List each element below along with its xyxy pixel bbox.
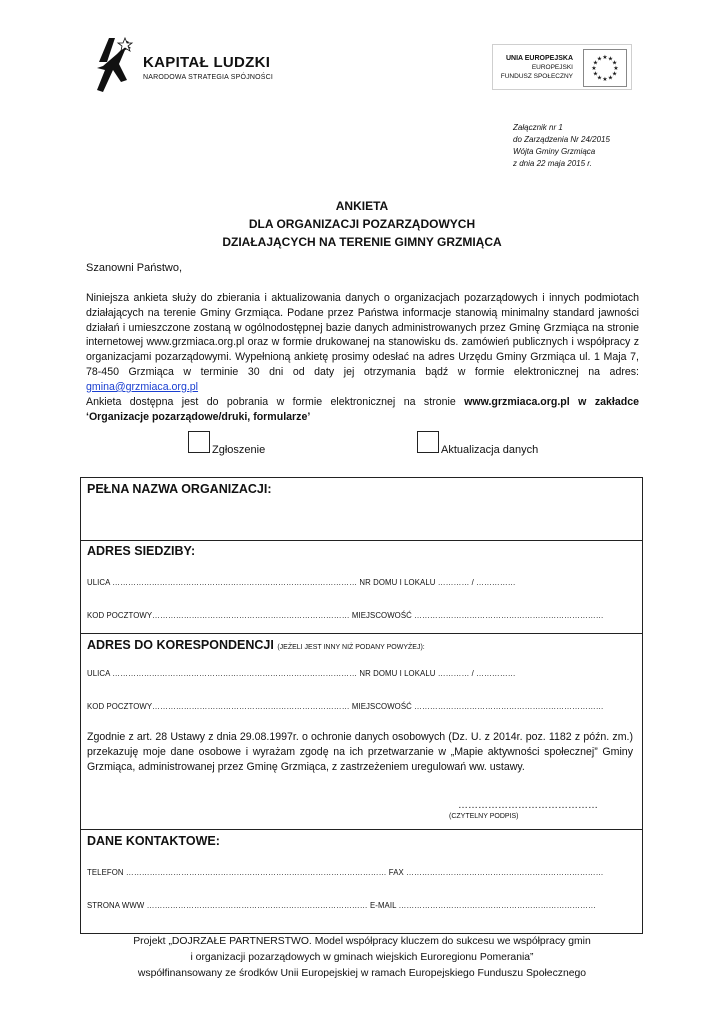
eu-star-icon: ★ <box>591 66 597 73</box>
correspondence-title-text: ADRES DO KORESPONDENCJI <box>87 638 274 652</box>
logo-title: KAPITAŁ LUDZKI <box>143 54 271 71</box>
availability-paragraph <box>86 395 639 425</box>
eu-line3: FUNDUSZ SPOŁECZNY <box>500 73 573 80</box>
eu-line2: EUROPEJSKI <box>531 64 573 71</box>
title-line: ANKIETA <box>335 199 389 213</box>
footer-line: Projekt „DOJRZAŁE PARTNERSTWO. Model współpracy kluczem do sukcesu we współpracy gmin <box>133 936 591 947</box>
www-email-field[interactable]: STRONA WWW ………………………………………………………………………… E-MAIL ………………………………………………………………… <box>87 901 596 910</box>
kapital-ludzki-logo <box>95 36 295 96</box>
logo-subtitle: NARODOWA STRATEGIA SPÓJNOŚCI <box>143 74 274 81</box>
full-name-title: PEŁNA NAZWA ORGANIZACJI: <box>87 482 272 496</box>
eu-star-icon: ★ <box>596 56 603 63</box>
eu-star-icon: ★ <box>592 71 599 78</box>
document-title <box>0 197 724 251</box>
annex-note <box>513 122 610 170</box>
eu-star-icon: ★ <box>611 71 618 78</box>
seat-street-field[interactable]: ULICA ………………………………………………………………………………… NR DOMU I LOKALU ………… / …………… <box>87 578 516 587</box>
intro-text: Niniejsza ankieta służy do zbierania i aktualizowania danych o organizacjach pozarządowych i innych podmiotach działających na terenie Gminy Grzmiąca. Podane przez Państwa informacje stanowią minimalny standard jawności działań i umieszczone zostaną w ogólnodostępnej bazie danych administrowanych przez Gminę Grzmiąca na stronie internetowej www.grzmiaca.org.pl oraz w formie drukowanej na stanowisku ds. zamówień publicznych i współpracy z organizacjami pozarządowymi. Wypełnioną ankietę prosimy odesłać na adres Urzędu Gminy Grzmiąca ul. 1 Maja 7, 78-450 Grzmiąca w terminie 30 dni od daty jej otrzymania bądź w formie elektronicznej na adres: <box>86 292 639 378</box>
eu-star-icon: ★ <box>602 77 608 84</box>
eu-flag-icon <box>583 49 627 87</box>
title-line: DLA ORGANIZACJI POZARZĄDOWYCH <box>248 217 476 231</box>
eu-star-icon: ★ <box>592 60 599 67</box>
submission-checkbox[interactable] <box>188 431 210 453</box>
annex-line: Załącznik nr 1 <box>513 123 563 132</box>
submission-label: Zgłoszenie <box>212 444 266 456</box>
corr-postcode-field[interactable]: KOD POCZTOWY………………………………………………………………… MIEJSCOWOŚĆ ……………………………………………………………… <box>87 702 604 711</box>
divider <box>81 540 642 541</box>
correspondence-title <box>87 638 425 652</box>
availability-text: Ankieta dostępna jest do pobrania w formie elektronicznej na stronie <box>86 396 465 408</box>
eu-star-icon: ★ <box>611 60 618 67</box>
signature-label: (CZYTELNY PODPIS) <box>449 813 519 820</box>
eu-line1: UNIA EUROPEJSKA <box>505 55 573 62</box>
phone-fax-field[interactable]: TELEFON ……………………………………………………………………………………… FAX ………………………………………………………………… <box>87 868 604 877</box>
kapital-ludzki-emblem-icon <box>95 36 135 96</box>
full-name-field[interactable] <box>87 502 635 538</box>
eu-star-icon: ★ <box>596 75 603 82</box>
divider <box>81 633 642 634</box>
correspondence-note: (JEŻELI JEST INNY NIŻ PODANY POWYŻEJ): <box>277 644 425 651</box>
signature-field[interactable]: …………………………………… <box>458 800 598 811</box>
annex-line: z dnia 22 maja 2015 r. <box>513 159 592 168</box>
title-line: DZIAŁAJĄCYCH NA TERENIE GIMNY GRZMIĄCA <box>222 235 502 249</box>
annex-line: do Zarządzenia Nr 24/2015 <box>513 135 610 144</box>
greeting: Szanowni Państwo, <box>86 262 182 274</box>
annex-line: Wójta Gminy Grzmiąca <box>513 147 596 156</box>
footer-line: współfinansowany ze środków Unii Europejskiej w ramach Europejskiego Funduszu Społecznego <box>137 968 587 979</box>
corr-street-field[interactable]: ULICA ………………………………………………………………………………… NR DOMU I LOKALU ………… / …………… <box>87 669 516 678</box>
eu-star-icon: ★ <box>607 56 614 63</box>
update-label: Aktualizacja danych <box>441 444 539 456</box>
contact-title: DANE KONTAKTOWE: <box>87 834 220 848</box>
form-table <box>80 477 643 934</box>
email-link[interactable]: gmina@grzmiaca.org.pl <box>86 380 199 393</box>
footer <box>0 934 724 982</box>
intro-paragraph <box>86 291 639 395</box>
footer-line: i organizacji pozarządowych w gminach wiejskich Euroregionu Pomerania” <box>190 952 534 963</box>
availability-bold: www.grzmiaca.org.pl w zakładce ‘Organizacje pozarządowe/druki, formularze’ <box>86 396 639 423</box>
seat-title: ADRES SIEDZIBY: <box>87 544 196 558</box>
eu-logo <box>492 44 632 90</box>
eu-logo-text <box>501 54 573 81</box>
divider <box>81 829 642 830</box>
update-checkbox[interactable] <box>417 431 439 453</box>
eu-star-icon: ★ <box>602 55 608 62</box>
eu-star-icon: ★ <box>613 66 619 73</box>
eu-star-icon: ★ <box>607 75 614 82</box>
consent-text: Zgodnie z art. 28 Ustawy z dnia 29.08.1997r. o ochronie danych osobowych (Dz. U. z 2014r. poz. 1182 z późn. zm.) przekazuję moje dane osobowe i wyrażam zgodę na ich przetwarzanie w „Mapie aktywności społecznej” Gminy Grzmiąca, administrowanej przez Gminę Grzmiąca, z zastrzeżeniem uregulowań ww. ustawy. <box>87 731 633 773</box>
seat-postcode-field[interactable]: KOD POCZTOWY………………………………………………………………… MIEJSCOWOŚĆ ……………………………………………………………… <box>87 611 604 620</box>
